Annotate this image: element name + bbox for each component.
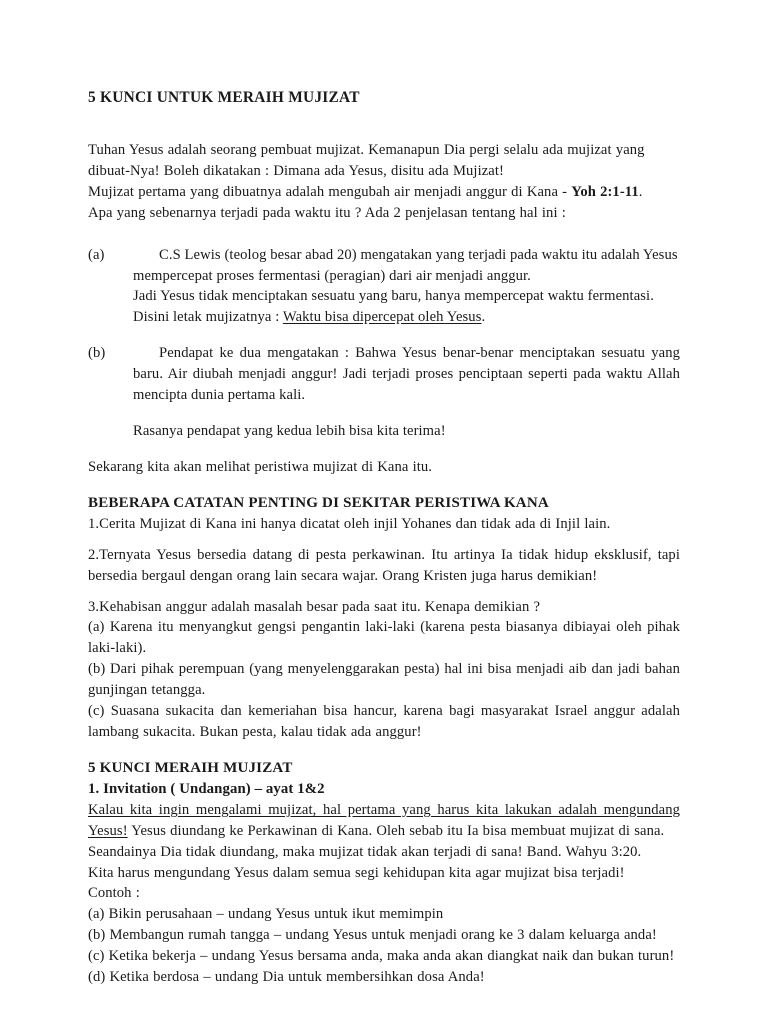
key-1-intro-paragraph <box>88 800 680 842</box>
key-1-title: 1. Invitation ( Undangan) – ayat 1&2 <box>88 780 325 797</box>
note-item-1: 1.Cerita Mujizat di Kana ini hanya dicatat oleh injil Yohanes dan tidak ada di Injil lain. <box>88 515 611 532</box>
section-heading-catatan: BEBERAPA CATATAN PENTING DI SEKITAR PERISTIWA KANA <box>88 494 549 511</box>
scripture-reference: Yoh 2:1-11 <box>571 183 639 200</box>
explanation-item-a <box>88 245 680 329</box>
note-item-3a: (a) Karena itu menyangkut gengsi pengantin laki-laki (karena pesta biasanya dibiayai oleh pihak laki-laki). <box>88 619 680 657</box>
explanation-a-text-1: C.S Lewis (teolog besar abad 20) mengatakan yang terjadi pada waktu itu adalah Yesus mempercepat proses fermentasi (peragian) dari air menjadi anggur. <box>133 246 678 284</box>
explanation-item-b <box>88 343 680 406</box>
section-heading-kunci: 5 KUNCI MERAIH MUJIZAT <box>88 759 293 776</box>
intro-line-3: Apa yang sebenarnya terjadi pada waktu itu ? Ada 2 penjelasan tentang hal ini : <box>88 204 566 221</box>
intro-line-2-post: . <box>638 183 643 200</box>
key-1-line-3: Kita harus mengundang Yesus dalam semua segi kehidupan kita agar mujizat bisa terjadi! <box>88 864 625 881</box>
explanation-a-text-3-pre: Disini letak mujizatnya : <box>133 309 283 326</box>
key-1-intro-rest: Yesus diundang ke Perkawinan di Kana. Oleh sebab itu Ia bisa membuat mujizat di sana. <box>127 822 665 839</box>
spacer <box>88 224 680 245</box>
spacer <box>88 478 680 493</box>
explanation-marker-a: (a) <box>88 246 105 263</box>
spacer <box>88 587 680 597</box>
explanation-conclusion: Rasanya pendapat yang kedua lebih bisa kita terima! <box>133 422 446 439</box>
explanation-b-text-1: Pendapat ke dua mengatakan : Bahwa Yesus benar-benar menciptakan sesuatu yang baru. Air diubah menjadi anggur! Jadi terjadi proses penciptaan seperti pada waktu Allah mencipta dunia pertama kali. <box>133 345 680 404</box>
intro-question-line <box>88 203 680 224</box>
key-1-example-a: (a) Bikin perusahaan – undang Yesus untuk ikut memimpin <box>88 906 444 923</box>
spacer <box>88 108 680 140</box>
key-1-example-d: (d) Ketika berdosa – undang Dia untuk membersihkan dosa Anda! <box>88 969 485 986</box>
spacer <box>88 535 680 545</box>
key-1-examples-label: Contoh : <box>88 885 140 902</box>
spacer <box>88 743 680 758</box>
document-body <box>88 88 680 988</box>
document-title: 5 KUNCI UNTUK MERAIH MUJIZAT <box>88 89 360 106</box>
spacer <box>88 406 680 421</box>
explanation-a-emphasis: Waktu bisa dipercepat oleh Yesus <box>282 309 482 326</box>
explanation-marker-b: (b) <box>88 345 106 362</box>
explanation-a-text-3-post: . <box>481 309 486 326</box>
spacer <box>88 442 680 457</box>
note-item-3b: (b) Dari pihak perempuan (yang menyelenggarakan pesta) hal ini bisa menjadi aib dan jadi bahan gunjingan tetangga. <box>88 661 680 699</box>
intro-scripture-line <box>88 182 680 203</box>
key-1-line-2: Seandainya Dia tidak diundang, maka mujizat tidak akan terjadi di sana! Band. Wahyu 3:20. <box>88 843 642 860</box>
key-1-example-b: (b) Membangun rumah tangga – undang Yesus untuk menjadi orang ke 3 dalam keluarga anda! <box>88 927 657 944</box>
key-1-example-c: (c) Ketika bekerja – undang Yesus bersama anda, maka anda akan diangkat naik dan bukan turun! <box>88 948 675 965</box>
explanation-a-text-3 <box>133 307 680 328</box>
spacer <box>88 328 680 343</box>
note-item-3c: (c) Suasana sukacita dan kemeriahan bisa hancur, karena bagi masyarakat Israel anggur adalah lambang sukacita. Bukan pesta, kalau tidak ada anggur! <box>88 703 680 740</box>
note-item-2: 2.Ternyata Yesus bersedia datang di pesta perkawinan. Itu artinya Ia tidak hidup eksklusif, tapi bersedia bergaul dengan orang lain secara wajar. Orang Kristen juga harus demikian! <box>88 546 680 584</box>
intro-line-1: Tuhan Yesus adalah seorang pembuat mujizat. Kemanapun Dia pergi selalu ada mujizat yang dibuat-Nya! Boleh dikatakan : Dimana ada Yesus, disitu ada Mujizat! <box>88 142 645 179</box>
transition-paragraph: Sekarang kita akan melihat peristiwa mujizat di Kana itu. <box>88 458 433 475</box>
intro-line-2-pre: Mujizat pertama yang dibuatnya adalah mengubah air menjadi anggur di Kana - <box>88 183 572 200</box>
note-item-3-lead: 3.Kehabisan anggur adalah masalah besar pada saat itu. Kenapa demikian ? <box>88 598 541 615</box>
intro-paragraph <box>88 140 680 182</box>
key-1-emphasis: Kalau kita ingin mengalami mujizat, hal pertama yang harus kita lakukan adalah mengundang Yesus! <box>88 801 680 839</box>
explanation-a-text-2: Jadi Yesus tidak menciptakan sesuatu yang baru, hanya mempercepat waktu fermentasi. <box>133 288 654 305</box>
